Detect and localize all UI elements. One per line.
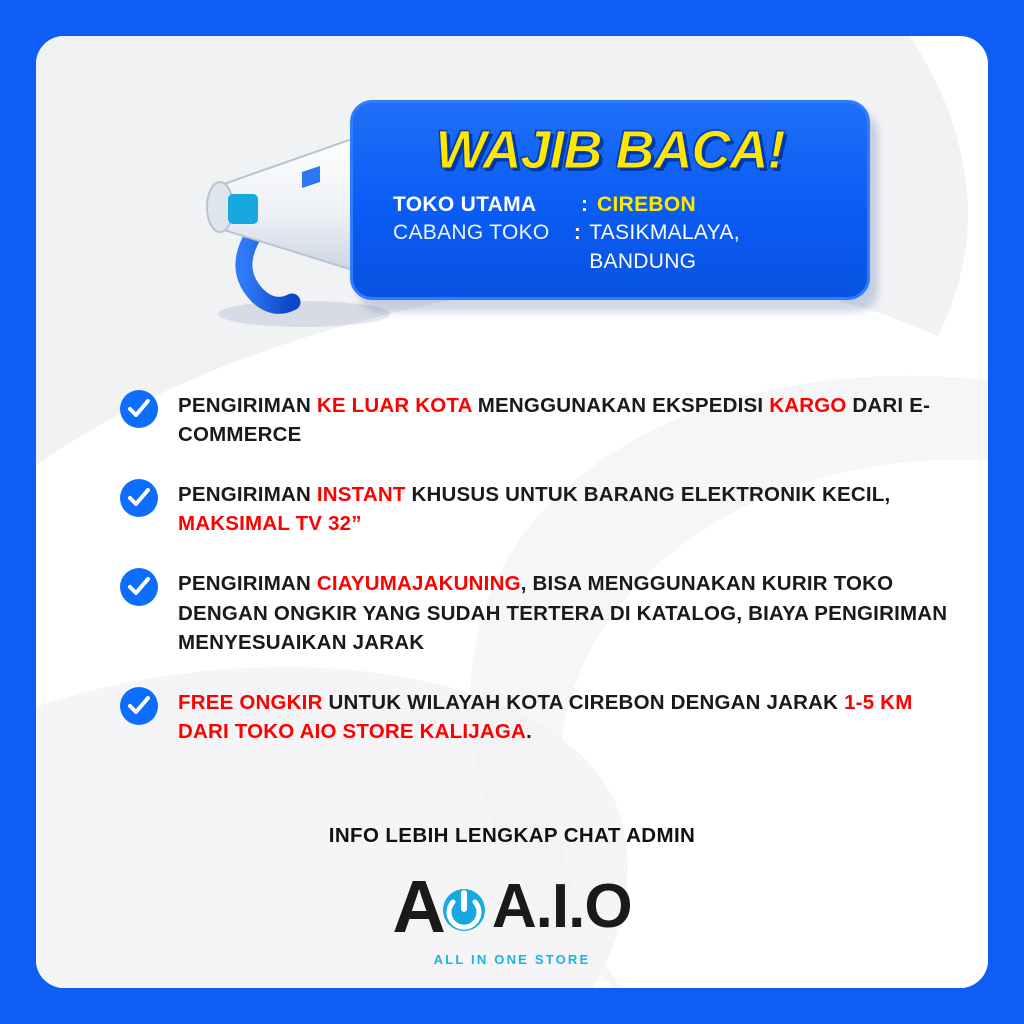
body-text: PENGIRIMAN — [178, 572, 317, 596]
banner-row-toko-utama — [393, 191, 843, 219]
logo-letter-a: A — [392, 865, 444, 948]
list-item-text — [178, 566, 950, 656]
body-text: , BISA MENGGUNAKAN KURIR TOKO DENGAN ONGKIR YANG SUDAH TERTERA DI KATALOG, BIAYA PENGIRIMAN MENYESUAIKAN JARAK — [178, 572, 948, 654]
list-item — [120, 477, 950, 538]
banner-info-rows — [393, 191, 843, 276]
logo-wordmark: A.I.O — [491, 872, 632, 941]
banner-box — [350, 100, 870, 300]
body-text: KHUSUS UNTUK BARANG ELEKTRONIK KECIL, — [405, 483, 891, 507]
banner-row-label: TOKO UTAMA — [393, 193, 537, 216]
banner-row-colon: : — [581, 193, 588, 216]
body-text: MENGGUNAKAN EKSPEDISI — [471, 394, 770, 417]
check-icon — [120, 390, 158, 428]
check-icon — [120, 687, 158, 725]
check-icon — [120, 479, 158, 517]
body-text: PENGIRIMAN — [178, 394, 317, 417]
banner-row-value: TASIKMALAYA, BANDUNG — [589, 221, 740, 273]
brand-logo — [36, 865, 988, 948]
highlight-text: CIAYUMAJAKUNING — [316, 572, 521, 596]
highlight-text: KARGO — [769, 394, 847, 417]
cta-text: INFO LEBIH LENGKAP CHAT ADMIN — [328, 824, 696, 847]
body-text: PENGIRIMAN — [178, 483, 317, 507]
highlight-text: KE LUAR KOTA — [316, 394, 472, 417]
body-text: UNTUK WILAYAH KOTA CIREBON DENGAN JARAK — [322, 690, 845, 714]
poster-card — [36, 36, 988, 988]
list-item — [120, 685, 950, 746]
info-list — [120, 388, 950, 774]
list-item-text — [178, 477, 950, 538]
list-item — [120, 566, 950, 656]
highlight-text: FREE ONGKIR — [178, 690, 323, 714]
list-item-text — [178, 388, 950, 449]
body-text: . — [526, 719, 532, 743]
banner-row-colon: : — [573, 221, 581, 245]
list-item-text — [178, 685, 950, 746]
logo-tagline: ALL IN ONE STORE — [433, 952, 591, 967]
highlight-text: MAKSIMAL TV 32” — [178, 512, 362, 536]
banner-title: WAJIB BACA! — [435, 120, 785, 180]
banner-row-cabang-toko — [393, 219, 843, 276]
banner-row-label: CABANG TOKO — [393, 221, 550, 245]
highlight-text: INSTANT — [316, 483, 406, 507]
poster-content — [36, 36, 988, 988]
power-icon — [438, 876, 490, 939]
header-banner — [350, 100, 870, 308]
list-item — [120, 388, 950, 449]
check-icon — [120, 568, 158, 606]
highlight-text: 1-5 KM DARI TOKO AIO STORE KALIJAGA — [178, 690, 913, 743]
banner-row-value: CIREBON — [597, 193, 696, 216]
body-text: DARI E-COMMERCE — [178, 394, 931, 447]
